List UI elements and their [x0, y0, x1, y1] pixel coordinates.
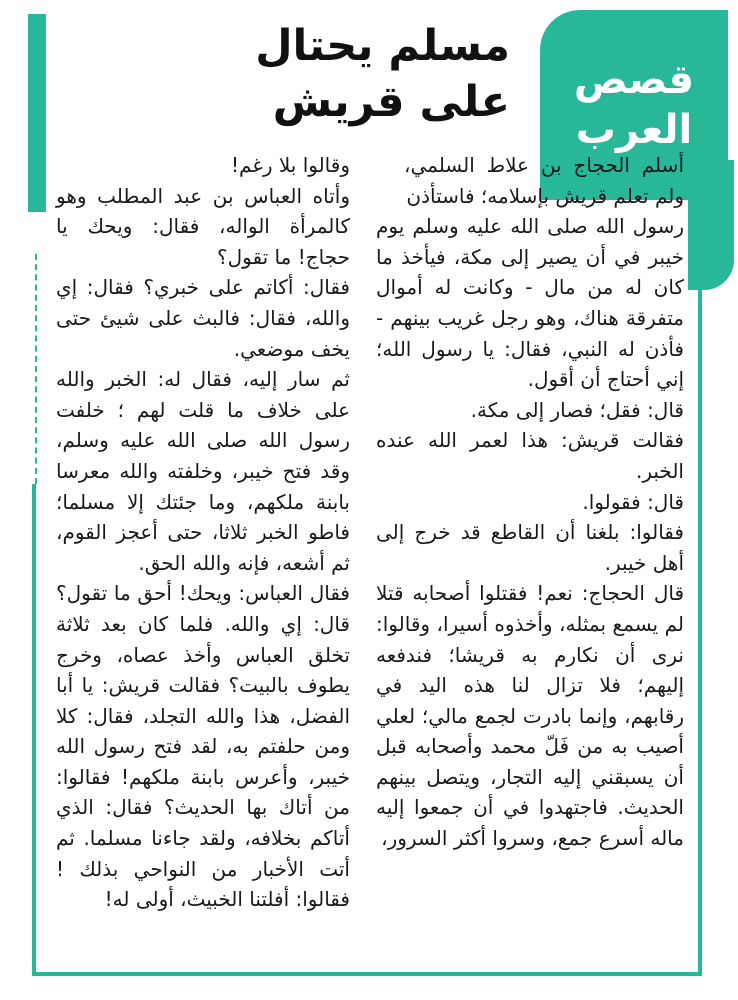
paragraph: وأتاه العباس بن عبد المطلب وهو كالمرأة الواله، فقال: ويحك يا حجاج! ما تقول؟: [56, 183, 350, 269]
article-column-right: [376, 150, 684, 854]
paragraph: قال الحجاج: نعم! فقتلوا أصحابه قتلا لم يسمع بمثله، وأخذوه أسيرا، وقالوا: نرى أن نكارم به قريشا؛ فندفعه إليهم؛ فلا تزال لنا هذه اليد في رقابهم، وإنما بادرت لجمع مالي؛ لعلي أصيب به من فَلّ محمد وأصحابه قبل أن يسبقني إليه التجار، ويتصل بينهم الحديث. فاجتهدوا في أن جمعوا إليه ماله أسرع جمع، وسروا أكثر السرور،: [376, 581, 684, 851]
dotted-divider: [35, 254, 37, 484]
paragraph: وقالوا بلا رغم!: [231, 153, 350, 177]
paragraph: رسول الله صلى الله عليه وسلم يوم خيبر في أن يصير إلى مكة، فيأخذ ما كان له من مال - وكانت له أموال متفرقة هناك، وهو رجل غريب بينهم - فأذن له النبي، فقال: يا رسول الله؛ إني أحتاج أن أقول.: [376, 214, 684, 392]
paragraph: فقالت قريش: هذا لعمر الله عنده الخبر.: [376, 428, 684, 483]
article-headline: [140, 18, 510, 130]
badge-line-1: قصص: [573, 57, 695, 103]
headline-line-2: على قريش: [272, 77, 510, 127]
paragraph: ثم سار إليه، فقال له: الخبر والله على خلاف ما قلت لهم ؛ خلفت رسول الله صلى الله عليه وسلم، وقد فتح خيبر، وخلفته والله معرسا بابنة ملكهم، وما جئتك إلا مسلما؛ فاطو الخبر ثلاثا، حتى أعجز القوم، ثم أشعه، فإنه والله الحق.: [56, 367, 350, 575]
paragraph: أسلم الحجاج بن علاط السلمي، ولم تعلم قريش بإسلامه؛ فاستأذن: [404, 153, 684, 208]
paragraph: قال: فقولوا.: [582, 489, 684, 514]
paragraph: قال: فقل؛ فصار إلى مكة.: [470, 397, 684, 422]
frame-bottom-border: [32, 972, 702, 976]
headline-line-1: مسلم يحتال: [255, 21, 510, 71]
frame-left-border: [32, 484, 36, 976]
article-column-left: [56, 150, 350, 915]
accent-bar-top: [28, 14, 46, 212]
paragraph: فقالوا: بلغنا أن القاطع قد خرج إلى أهل خيبر.: [376, 520, 684, 575]
paragraph: فقال العباس: ويحك! أحق ما تقول؟ قال: إي والله. فلما كان بعد ثلاثة تخلق العباس وأخذ عصاه، وخرج يطوف بالبيت؟ فقالت قريش: يا أبا الفضل، هذا والله التجلد، فقال: كلا ومن حلفتم به، لقد فتح رسول الله خيبر، وأعرس بابنة ملكهم! فقالوا: من أتاك بها الحديث؟ فقال: الذي أتاكم بخلافه، ولقد جاءنا مسلما. ثم أتت الأخبار من النواحي بذلك ! فقالوا: أفلتنا الخبيث، أولى له!: [56, 581, 350, 912]
frame-right-border: [698, 258, 702, 976]
badge-line-2: العرب: [575, 107, 693, 153]
paragraph: فقال: أكاتم على خبري؟ فقال: إي والله، فقال: فالبث على شيئ حتى يخف موضعي.: [56, 275, 350, 361]
